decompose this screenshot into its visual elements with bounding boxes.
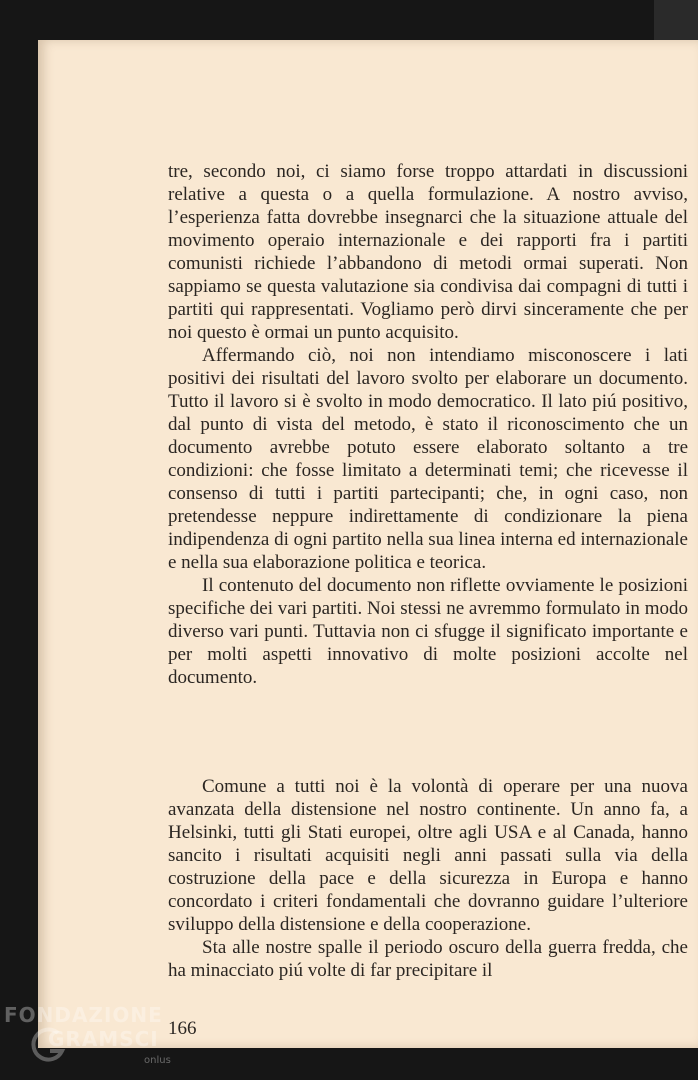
foundation-watermark	[4, 1003, 179, 1075]
paragraph: Sta alle nostre spalle il periodo oscuro della guerra fredda, che ha minacciato piú volte di far precipitare il	[168, 937, 688, 981]
text-section-1	[168, 160, 688, 689]
paragraph: Il contenuto del documento non riflette ovviamente le posizioni specifiche dei vari partiti. Noi stessi ne avremmo formulato in modo diverso vari punti. Tuttavia non ci sfugge il significato importante e per molti aspetti innovativo di molte posizioni accolte nel documento.	[168, 575, 688, 688]
watermark-line-1: FONDAZIONE	[4, 1003, 163, 1027]
book-spine-shadow	[654, 0, 698, 40]
book-page	[38, 40, 698, 1048]
text-section-2	[168, 775, 688, 982]
paragraph: tre, secondo noi, ci siamo forse troppo attardati in discussioni relative a questa o a quella formulazione. A nostro avviso, l’esperienza fatta dovrebbe insegnarci che la situazione attuale del movimento operaio internazionale e dei rapporti fra i partiti comunisti richiede l’abbandono di metodi ormai superati. Non sappiamo se questa valutazione sia condivisa dai compagni di tutti i partiti qui rappresentati. Vogliamo però dirvi sinceramente che per noi questo è ormai un punto acquisito.	[168, 161, 688, 343]
watermark-line-2: GRAMSCI	[48, 1027, 159, 1051]
paragraph: Comune a tutti noi è la volontà di operare per una nuova avanzata della distensione nel nostro continente. Un anno fa, a Helsinki, tutti gli Stati europei, oltre agli USA e al Canada, hanno sancito i risultati acquisiti negli anni passati sulla via della costruzione della pace e della sicurezza in Europa e hanno concordato i criteri fondamentali che dovranno guidare l’ulteriore sviluppo della distensione e della cooperazione.	[168, 776, 688, 935]
page-number: 166	[168, 1018, 197, 1039]
paragraph: Affermando ciò, noi non intendiamo misconoscere i lati positivi dei risultati del lavoro svolto per elaborare un documento. Tutto il lavoro si è svolto in modo democratico. Il lato piú positivo, dal punto di vista del metodo, è stato il riconoscimento che un documento avrebbe potuto essere elaborato soltanto a tre condizioni: che fosse limitato a determinati temi; che ricevesse il consenso di tutti i partiti partecipanti; che, in ogni caso, non pretendesse neppure indirettamente di condizionare la piena indipendenza di ogni partito nella sua linea interna ed internazionale e nella sua elaborazione politica e teorica.	[168, 345, 688, 573]
watermark-line-3: onlus	[144, 1055, 171, 1066]
